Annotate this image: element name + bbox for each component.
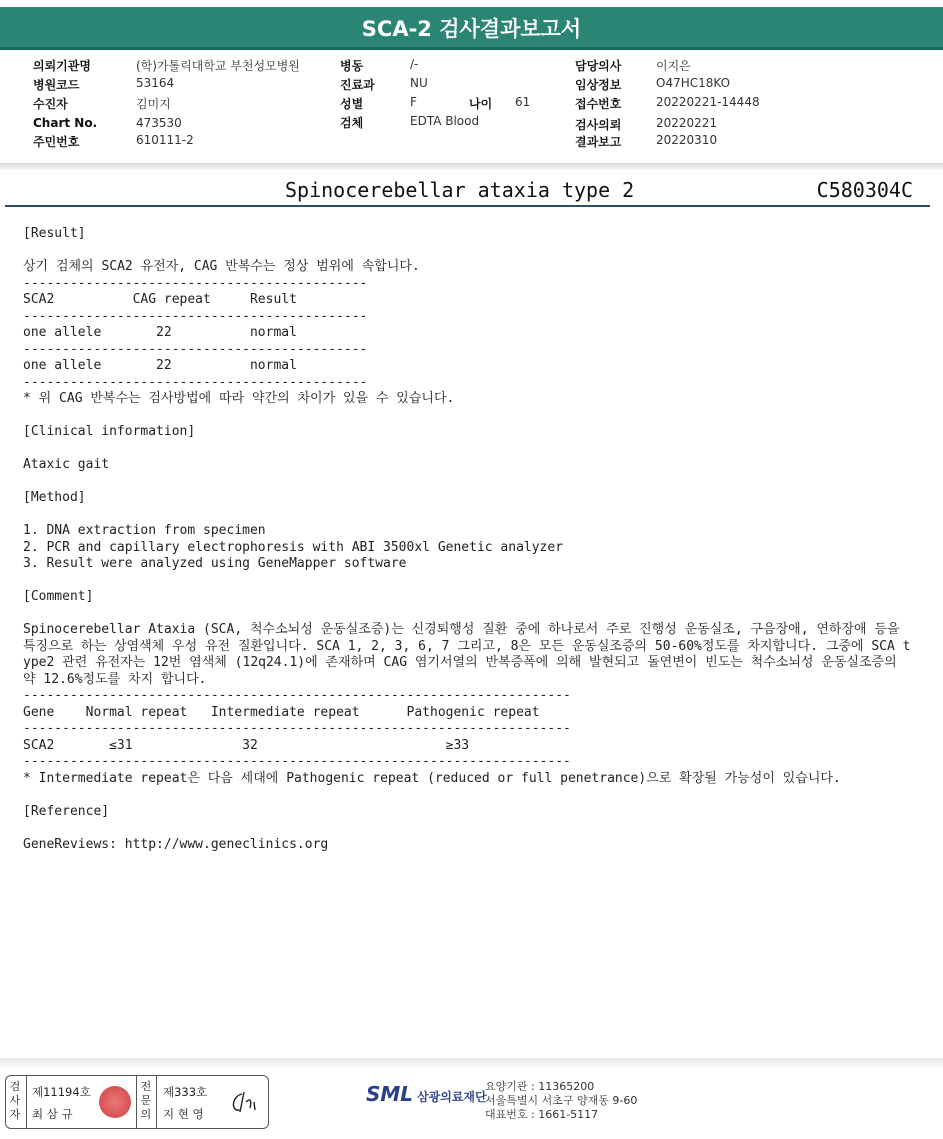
org-phone: 대표번호 : 1661-5117 [485,1108,599,1121]
result-note: * 위 CAG 반복수는 검사방법에 따라 약간의 차이가 있을 수 있습니다. [23,391,455,406]
value-chart-no: 473530 [136,116,182,130]
gene-table-divider: ---------------------------------------------------------------------- [23,721,571,736]
result-table-row: one allele 22 normal [23,325,297,340]
method-step: 3. Result were analyzed using GeneMapper software [23,556,407,571]
examiner-license-no: 제11194호 [32,1085,91,1099]
org-code: 요양기관 : 11365200 [485,1080,595,1093]
label-request-date: 검사의뢰 [575,118,622,132]
value-hospital-code: 53164 [136,76,175,90]
organization-info [485,1080,637,1122]
method-step: 1. DNA extraction from specimen [23,523,266,538]
sml-logo [366,1082,487,1106]
result-table-divider: -------------------------------------------- [23,275,368,291]
patient-info-header [0,55,943,165]
label-hospital-code: 병원코드 [33,78,80,92]
value-resident-no: 610111-2 [136,133,194,147]
logo-mark: SML [366,1082,414,1106]
gene-table-row: SCA2 ≤31 32 ≥33 [23,737,470,753]
label-resident-no: 주민번호 [33,135,80,149]
report-body [23,226,913,853]
label-report-date: 결과보고 [575,135,622,149]
report-title: SCA-2 검사결과보고서 [361,17,582,41]
gene-table-header: Gene Normal repeat Intermediate repeat Pathogenic repeat [23,704,540,720]
value-ward: /- [410,57,419,71]
value-report-date: 20220310 [656,133,718,147]
result-table-header: SCA2 CAG repeat Result [23,292,297,307]
reference-heading: [Reference] [23,803,110,819]
label-age: 나이 [469,97,493,111]
test-code: C580304C [816,178,913,202]
label-patient: 수진자 [33,97,68,111]
test-title-rule [5,205,930,207]
reference-text: GeneReviews: http://www.geneclinics.org [23,836,329,852]
result-text: 상기 검체의 SCA2 유전자, CAG 반복수는 정상 범위에 속합니다. [23,259,420,274]
report-footer [0,1058,943,1139]
specialist-vertical-label: 전문의 [140,1080,152,1121]
result-table-divider: -------------------------------------------- [23,374,368,390]
signature-box [5,1075,269,1129]
value-clinical-info: O47HC18KO [656,76,731,90]
label-receipt-no: 접수번호 [575,97,622,111]
report-title-bar [0,7,943,50]
header-divider [0,163,943,171]
label-ward: 병동 [340,59,364,73]
gene-note: * Intermediate repeat은 다음 세대에 Pathogenic repeat (reduced or full penetrance)으로 확장될 가능성이 있습니다. [23,770,841,786]
value-request-date: 20220221 [656,116,718,130]
examiner-name: 최 삼 규 [32,1107,73,1121]
label-requesting-institution: 의뢰기관명 [33,59,91,73]
gene-table-divider: ---------------------------------------------------------------------- [23,754,571,769]
method-step: 2. PCR and capillary electrophoresis with ABI 3500xl Genetic analyzer [23,539,564,555]
result-heading: [Result] [23,226,86,241]
specialist-name: 지 현 영 [163,1107,204,1121]
examiner-seal [99,1086,131,1118]
value-physician: 이지은 [656,59,691,73]
test-title-line [0,175,943,207]
label-department: 진료과 [340,78,375,92]
result-table-row: one allele 22 normal [23,358,297,373]
clinical-heading: [Clinical information] [23,424,196,439]
specialist-license-no: 제333호 [163,1085,208,1099]
label-chart-no: Chart No. [33,116,98,130]
examiner-vertical-label: 검사자 [9,1080,21,1121]
label-clinical-info: 임상정보 [575,78,622,92]
logo-name: 삼광의료재단 [417,1090,487,1104]
specialist-signature [228,1088,262,1116]
org-address: 서울특별시 서초구 양재동 9-60 [485,1094,638,1107]
value-department: NU [410,76,428,90]
label-sex: 성별 [340,97,364,111]
result-table-divider: -------------------------------------------- [23,341,368,357]
value-sex: F [410,95,417,109]
value-receipt-no: 20220221-14448 [656,95,760,109]
gene-table-divider: ---------------------------------------------------------------------- [23,688,571,703]
value-patient: 김미지 [136,97,171,111]
result-table-divider: -------------------------------------------- [23,308,368,324]
value-requesting-institution: (학)가톨릭대학교 부천성모병원 [136,59,300,73]
value-age: 61 [515,95,531,109]
method-heading: [Method] [23,490,86,505]
comment-text: Spinocerebellar Ataxia (SCA, 척수소뇌성 운동실조증)는 신경퇴행성 질환 중에 하나로서 주로 진행성 운동실조, 구음장애, 연하장애 등을 특징으로 하는 상염색체 우성 유전 질환입니다. SCA 1, 2, 3, 6, 7 그리고, 8은 모든 운동실조증의 50-60%정도를 차지합니다. 그중에 SCA type2 관련 유전자는 12번 염색체 (12q24.1)에 존재하며 CAG 염기서열의 반복증폭에 의해 발현되고 돌연변이 빈도는 척수소뇌성 운동실조증의 약 12.6%정도를 차지 합니다. [23,622,911,687]
label-specimen: 검체 [340,116,364,130]
test-name: Spinocerebellar ataxia type 2 [285,178,635,202]
clinical-text: Ataxic gait [23,457,110,472]
comment-heading: [Comment] [23,589,94,604]
label-physician: 담당의사 [575,59,622,73]
value-specimen: EDTA Blood [410,114,480,128]
